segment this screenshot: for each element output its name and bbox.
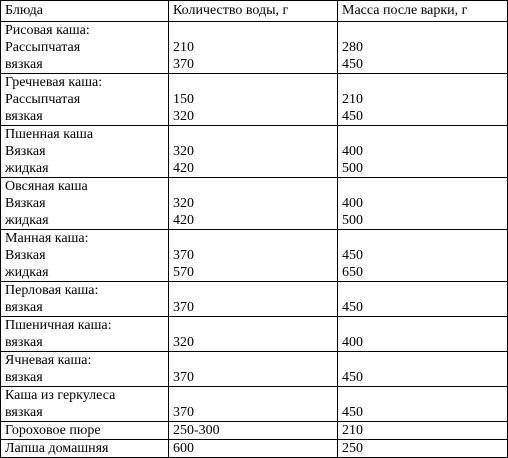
cell-water-amount-line: [173, 282, 337, 299]
cell-dish: [1, 126, 169, 178]
cell-mass-after-cooking: [338, 440, 508, 458]
cell-mass-after-cooking-line: 210: [342, 92, 363, 107]
cell-mass-after-cooking-line: [342, 126, 507, 143]
cell-water-amount: [169, 352, 338, 387]
table-row: [1, 387, 508, 422]
cell-mass-after-cooking-line: [342, 178, 507, 195]
cell-mass-after-cooking-line: 500: [342, 213, 363, 228]
cell-mass-after-cooking-line: 450: [342, 57, 363, 72]
cell-dish-line: вязкая: [5, 57, 43, 72]
cell-mass-after-cooking: [338, 317, 508, 352]
cell-dish-line: Лапша домашняя: [5, 441, 109, 456]
cell-dish-line: Рассыпчатая: [5, 40, 81, 55]
cell-dish-line: Рассыпчатая: [5, 92, 81, 107]
cell-mass-after-cooking: [338, 126, 508, 178]
cell-dish-line: Рисовая каша:: [5, 23, 90, 38]
cell-water-amount-line: 600: [173, 441, 194, 456]
table-header-row: [1, 1, 508, 22]
cell-dish-line: Ячневая каша:: [5, 353, 92, 368]
cell-water-amount: [169, 178, 338, 230]
cell-dish: [1, 387, 169, 422]
cell-water-amount-line: [173, 178, 337, 195]
cell-dish: [1, 422, 169, 440]
cell-mass-after-cooking-line: [342, 22, 507, 39]
cell-water-amount: [169, 422, 338, 440]
cell-water-amount-line: 370: [173, 57, 194, 72]
cell-water-amount-line: 420: [173, 161, 194, 176]
cell-dish: [1, 74, 169, 126]
cell-water-amount-line: [173, 387, 337, 404]
cell-dish-line: Вязкая: [5, 196, 46, 211]
table-row: [1, 352, 508, 387]
cell-water-amount-line: 370: [173, 405, 194, 420]
cell-water-amount-line: 250-300: [173, 423, 220, 438]
table-row: [1, 126, 508, 178]
cell-mass-after-cooking-line: 500: [342, 161, 363, 176]
cell-mass-after-cooking: [338, 74, 508, 126]
cell-dish-line: вязкая: [5, 109, 43, 124]
cell-water-amount: [169, 282, 338, 317]
cell-water-amount-line: 150: [173, 92, 194, 107]
cell-dish-line: жидкая: [5, 161, 49, 176]
cell-dish-line: Пшенная каша: [5, 127, 94, 142]
cell-dish-line: Гороховое пюре: [5, 423, 101, 438]
table-row: [1, 422, 508, 440]
cell-dish: [1, 352, 169, 387]
table-row: [1, 317, 508, 352]
cell-mass-after-cooking-line: 450: [342, 405, 363, 420]
cell-water-amount-line: 570: [173, 265, 194, 280]
cell-mass-after-cooking: [338, 352, 508, 387]
cell-dish-line: вязкая: [5, 335, 43, 350]
cell-water-amount-line: [173, 352, 337, 369]
cell-dish-line: жидкая: [5, 213, 49, 228]
cell-mass-after-cooking-line: [342, 317, 507, 334]
cell-dish: [1, 440, 169, 458]
cell-mass-after-cooking-line: 450: [342, 248, 363, 263]
cell-dish-line: Пшеничная каша:: [5, 318, 112, 333]
cell-dish-line: Каша из геркулеса: [5, 388, 116, 403]
cell-water-amount-line: 210: [173, 40, 194, 55]
cell-mass-after-cooking-line: [342, 352, 507, 369]
cell-dish-line: Перловая каша:: [5, 283, 99, 298]
cell-dish-line: Вязкая: [5, 144, 46, 159]
cell-dish: [1, 230, 169, 282]
cell-water-amount-line: 320: [173, 196, 194, 211]
table-row: [1, 230, 508, 282]
cell-dish: [1, 22, 169, 74]
cell-dish-line: Овсяная каша: [5, 179, 88, 194]
cell-water-amount-line: 370: [173, 300, 194, 315]
cell-water-amount-line: 320: [173, 109, 194, 124]
cell-mass-after-cooking-line: 400: [342, 144, 363, 159]
cell-dish-line: вязкая: [5, 300, 43, 315]
cell-mass-after-cooking-line: [342, 230, 507, 247]
cell-water-amount-line: 420: [173, 213, 194, 228]
cell-water-amount: [169, 387, 338, 422]
cell-water-amount: [169, 230, 338, 282]
cell-mass-after-cooking-line: 650: [342, 265, 363, 280]
cell-dish: [1, 282, 169, 317]
cell-water-amount-line: 370: [173, 370, 194, 385]
cell-water-amount-line: [173, 126, 337, 143]
header-water-amount: Количество воды, г: [169, 1, 338, 22]
cell-mass-after-cooking-line: [342, 282, 507, 299]
cell-water-amount-line: 320: [173, 144, 194, 159]
cell-dish: [1, 317, 169, 352]
cell-water-amount-line: 320: [173, 335, 194, 350]
table-body: [1, 22, 508, 458]
cell-mass-after-cooking-line: 450: [342, 300, 363, 315]
cell-mass-after-cooking: [338, 422, 508, 440]
cell-water-amount: [169, 74, 338, 126]
cell-dish-line: жидкая: [5, 265, 49, 280]
cell-water-amount: [169, 317, 338, 352]
cell-water-amount: [169, 22, 338, 74]
cell-water-amount: [169, 126, 338, 178]
cell-mass-after-cooking: [338, 22, 508, 74]
cell-mass-after-cooking-line: 280: [342, 40, 363, 55]
cell-mass-after-cooking-line: 210: [342, 423, 363, 438]
cell-mass-after-cooking-line: 450: [342, 370, 363, 385]
cell-water-amount-line: [173, 22, 337, 39]
cell-dish-line: Гречневая каша:: [5, 75, 103, 90]
cell-mass-after-cooking: [338, 282, 508, 317]
cell-water-amount-line: [173, 230, 337, 247]
cell-mass-after-cooking-line: 400: [342, 335, 363, 350]
table-row: [1, 22, 508, 74]
cell-mass-after-cooking: [338, 178, 508, 230]
cell-dish-line: Манная каша:: [5, 231, 89, 246]
cell-water-amount-line: [173, 317, 337, 334]
header-dish: Блюда: [1, 1, 169, 22]
cell-water-amount: [169, 440, 338, 458]
cell-dish: [1, 178, 169, 230]
cell-mass-after-cooking: [338, 230, 508, 282]
header-mass-after-cooking: Масса после варки, г: [338, 1, 508, 22]
cell-mass-after-cooking-line: 450: [342, 109, 363, 124]
cell-mass-after-cooking-line: [342, 74, 507, 91]
table-row: [1, 440, 508, 458]
table-row: [1, 74, 508, 126]
cell-water-amount-line: 370: [173, 248, 194, 263]
cell-water-amount-line: [173, 74, 337, 91]
cell-dish-line: вязкая: [5, 370, 43, 385]
table-row: [1, 282, 508, 317]
table-row: [1, 178, 508, 230]
cell-dish-line: вязкая: [5, 405, 43, 420]
cell-mass-after-cooking: [338, 387, 508, 422]
cell-dish-line: Вязкая: [5, 248, 46, 263]
cell-mass-after-cooking-line: 250: [342, 441, 363, 456]
cell-mass-after-cooking-line: 400: [342, 196, 363, 211]
cell-mass-after-cooking-line: [342, 387, 507, 404]
